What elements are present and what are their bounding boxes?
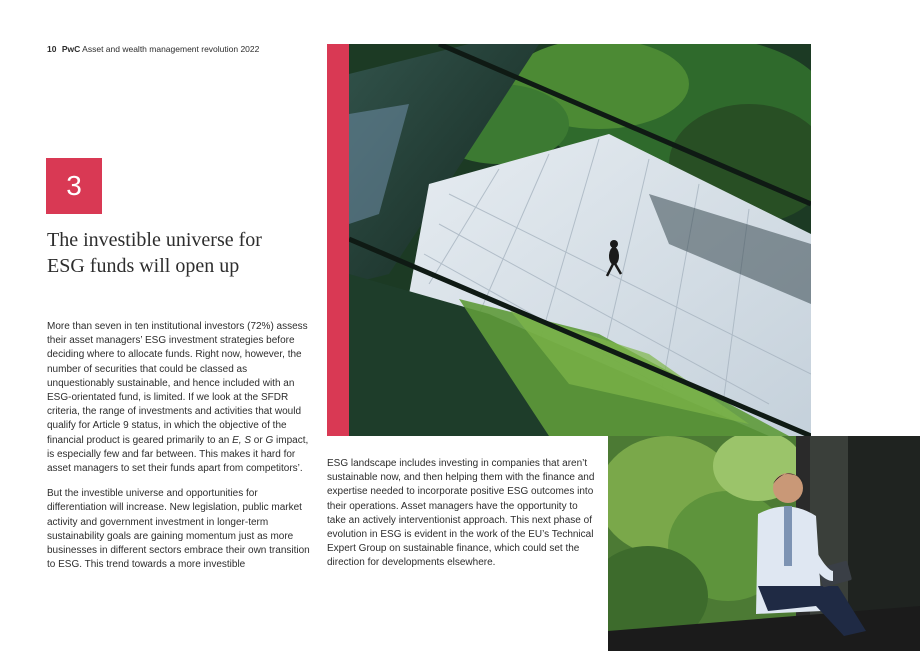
publication-title: Asset and wealth management revolution 2022 <box>82 44 260 54</box>
section-title-line-1: The investible universe for <box>47 229 262 251</box>
paragraph-1: More than seven in ten institutional investors (72%) assess their asset managers’ ESG investment strategies before deciding where to allocate funds. Right now, however, the number of securities that could be classed as unquestionably sustainable, and hence included with an ESG-orientated fund, is limited. If we look at the SFDR criteria, the range of investments and activities that would qualify for Article 9 status, in which the objective of the financial product is geared primarily to an E, S or G impact, is especially few and far between. This makes it hard for asset managers to set their funds apart from competitors’. <box>47 321 309 475</box>
paragraph-3: ESG landscape includes investing in companies that aren’t sustainable now, and then helping them with the finance and expertise needed to incorporate positive ESG outcomes into their operations. Asset managers have the opportunity to take an actively interventionist approach. This next phase of evolution in ESG is evident in the work of the EU’s Technical Expert Group on sustainable finance, which could set the direction for developments elsewhere. <box>327 458 595 569</box>
body-column-left <box>47 320 312 583</box>
section-title-line-2: ESG funds will open up <box>47 255 240 277</box>
body-column-right <box>327 457 597 571</box>
section-number-badge <box>46 158 102 214</box>
aerial-walkway-photo <box>349 44 811 436</box>
section-title <box>47 227 307 279</box>
person-illustration <box>608 436 920 651</box>
paragraph-2: But the investible universe and opportunities for differentiation will increase. New legislation, public market activity and government investment in longer-term sustainability goals are gaining momentum just as more businesses in different sectors embrace their own transition to ESG. This trend towards a more investible <box>47 488 310 571</box>
section-number: 3 <box>66 170 82 201</box>
person-with-tablet-photo <box>608 436 920 651</box>
brand-name: PwC <box>61 44 81 54</box>
page-header <box>47 44 259 54</box>
page-number: 10 <box>47 44 57 54</box>
aerial-walkway-illustration <box>349 44 811 436</box>
